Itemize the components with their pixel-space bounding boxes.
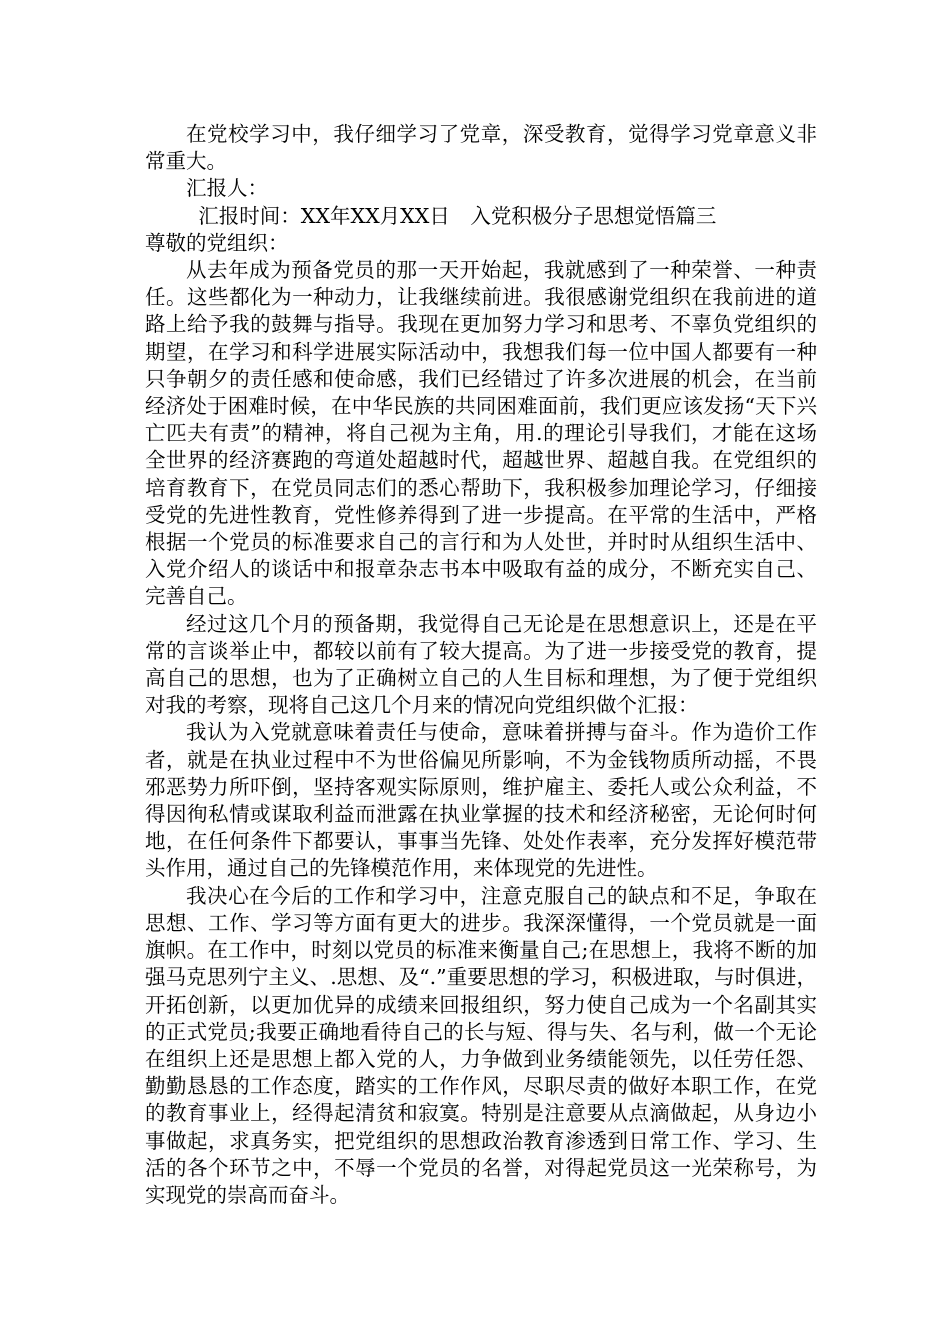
paragraph-party-school-study: 在党校学习中，我仔细学习了党章，深受教育，觉得学习党章意义非常重大。 — [145, 122, 817, 174]
report-date-line: 汇报时间：XX年XX月XX日 入党积极分子思想觉悟篇三 — [198, 203, 717, 228]
paragraph-probationary-member: 从去年成为预备党员的那一天开始起，我就感到了一种荣誉、一种责任。这些都化为一种动力，让我继续前进。我很感谢党组织在我前进的道路上给予我的鼓舞与指导。我现在更加努力学习和思考、不辜负党组织的期望，在学习和科学进展实际活动中，我想我们每一位中国人都要有一种只争朝夕的责任感和使命感，我们已经错过了许多次进展的机会，在当前经济处于困难时候，在中华民族的共同困难面前，我们更应该发扬“天下兴亡匹夫有责”的精神，将自己视为主角，用.的理论引导我们，才能在这场全世界的经济赛跑的弯道处超越时代，超越世界、超越自我。在党组织的培育教育下，在党员同志们的悉心帮助下，我积极参加理论学习，仔细接受党的先进性教育，党性修养得到了进一步提高。在平常的生活中，严格根据一个党员的标准要求自己的言行和为人处世，并时时从组织生活中、入党介绍人的谈话中和报章杂志书本中吸取有益的成分，不断充实自己、完善自己。 — [145, 258, 817, 609]
paragraph-resolution: 我决心在今后的工作和学习中，注意克服自己的缺点和不足，争取在思想、工作、学习等方面有更大的进步。我深深懂得，一个党员就是一面旗帜。在工作中，时刻以党员的标准来衡量自己;在思想上，我将不断的加强马克思列宁主义、.思想、及“.”重要思想的学习，积极进取，与时俱进，开拓创新，以更加优异的成绩来回报组织，努力使自己成为一个名副其实的正式党员;我要正确地看待自己的长与短、得与失、名与利，做一个无论在组织上还是思想上都入党的人，力争做到业务绩能领先，以任劳任怨、勤勤恳恳的工作态度，踏实的工作作风，尽职尽责的做好本职工作，在党的教育事业上，经得起清贫和寂寞。特别是注意要从点滴做起，从身边小事做起，求真务实，把党组织的思想政治教育渗透到日常工作、学习、生活的各个环节之中，不辱一个党员的名誉，对得起党员这一光荣称号，为实现党的崇高而奋斗。 — [145, 883, 817, 1207]
paragraph-responsibility-mission: 我认为入党就意味着责任与使命，意味着拼搏与奋斗。作为造价工作者，就是在执业过程中不为世俗偏见所影响，不为金钱物质所动摇，不畏邪恶势力所吓倒，坚持客观实际原则，维护雇主、委托人或公众利益，不得因徇私情或谋取利益而泄露在执业掌握的技术和经济秘密，无论何时何地，在任何条件下都要认，事事当先锋、处处作表率，充分发挥好模范带头作用，通过自己的先锋模范作用，来体现党的先进性。 — [145, 720, 817, 881]
document-page — [145, 121, 817, 1209]
reporter-label: 汇报人： — [186, 176, 268, 201]
paragraph-probation-period: 经过这几个月的预备期，我觉得自己无论是在思想意识上，还是在平常的言谈举止中，都较以前有了较大提高。为了进一步接受党的教育，提高自己的思想，也为了正确树立自己的人生目标和理想，为了便于党组织对我的考察，现将自己这几个月来的情况向党组织做个汇报： — [145, 611, 817, 718]
salutation: 尊敬的党组织： — [145, 230, 289, 255]
